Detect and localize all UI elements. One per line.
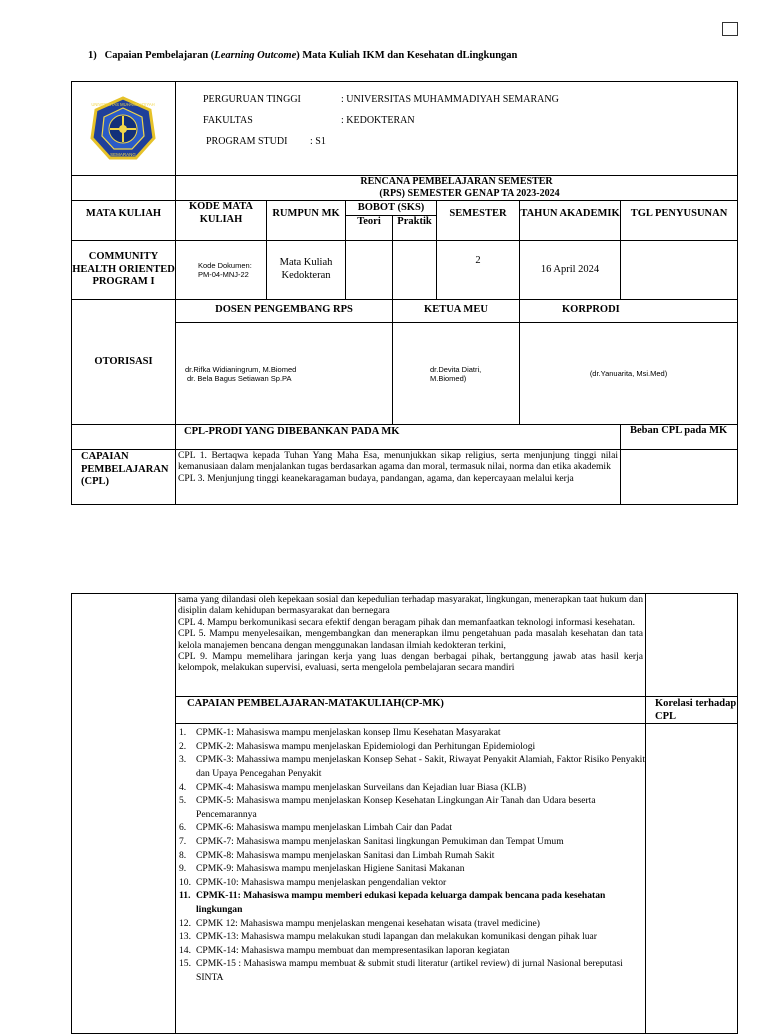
cpmk-item: 4. CPMK-4: Mahasiswa mampu menjelaskan Surveilans dan Kejadian luar Biasa (KLB) <box>179 781 527 793</box>
info-row-prodi: PROGRAM STUDI : S1 <box>206 136 326 147</box>
info-row-fakultas: FAKULTAS : KEDOKTERAN <box>203 115 415 126</box>
rps-table-page1 <box>71 81 738 505</box>
cpmk-list <box>176 726 645 984</box>
course-semester: 2 <box>437 241 520 300</box>
info-row-pt: PERGURUAN TINGGI : UNIVERSITAS MUHAMMADIYAH SEMARANG <box>203 94 559 105</box>
col-bobot: BOBOT (SKS) <box>346 201 437 216</box>
cpmk-item: 9. CPMK-9: Mahasiswa mampu menjelaskan Higiene Sanitasi Makanan <box>179 863 465 875</box>
cpmk-item: 6. CPMK-6: Mahasiswa mampu menjelaskan Limbah Cair dan Padat <box>179 822 453 834</box>
course-teori <box>346 241 393 300</box>
ketua-header: KETUA MEU <box>393 300 520 323</box>
course-kode: Kode Dokumen: PM-04-MNJ-22 <box>176 241 267 300</box>
institution-info <box>176 82 738 176</box>
cpl-text-page2: sama yang dilandasi oleh kepekaan sosial dan kepedulian terhadap masyarakat, lingkungan, menerapkan taat hukum dan disiplin dalam kehidupan bermasyarakat dan bernegara CPL 4. Mampu berkomunikasi secara efektif dengan beragam pihak dan memanfaatkan teknologi informasi kesehatan. CPL 5. Mampu menyelesaikan, mengembangkan dan menerapkan ilmu pengetahuan pada masalah kesehatan dan tata kelola manajemen bencana dengan menggunakan landasan ilmiah kedokteran terkini, CPL 9. Mampu memelihara jaringan kerja yang luas dengan berbagai pihak, bertanggung jawab atas hasil kerja kelompok, melakukan supervisi, evaluasi, serta mengelola pembelajaran secara mandiri <box>176 594 646 697</box>
cpl-label-continued <box>72 594 176 1034</box>
cpl-text-page1: CPL 1. Bertaqwa kepada Tuhan Yang Maha Esa, menunjukkan sikap religius, serta menjunjung tinggi nilai kemanusiaan dalam menjalankan tugas berdasarkan agama dan moral, termasuk nilai, norma dan etika akademik CPL 3. Menjunjung tinggi keanekaragaman budaya, pandangan, agama, dan kepercayaan melalui kerja <box>176 450 621 505</box>
korelasi-header: Korelasi terhadap CPL <box>646 697 738 724</box>
course-tgl <box>621 241 738 300</box>
cpmk-item: 8. CPMK-8: Mahasiswa mampu menjelaskan Sanitasi dan Limbah Rumah Sakit <box>179 849 495 861</box>
course-name: COMMUNITY HEALTH ORIENTED PROGRAM I <box>72 241 176 300</box>
korelasi-cell <box>646 724 738 1034</box>
cpmk-header: CAPAIAN PEMBELAJARAN-MATAKULIAH(CP-MK) <box>176 697 646 724</box>
empty-cell <box>72 176 176 201</box>
section-heading: 1) Capaian Pembelajaran (Learning Outcome) Mata Kuliah IKM dan Kesehatan dLingkungan <box>88 50 518 61</box>
course-tahun: 16 April 2024 <box>520 241 621 300</box>
col-praktik: Praktik <box>393 216 437 241</box>
dosen-header: DOSEN PENGEMBANG RPS <box>176 300 393 323</box>
beban-cpl-cell-continued <box>646 594 738 697</box>
ketua-name: dr.Devita Diatri, M.Biomed) <box>393 323 520 425</box>
cpmk-list-cell <box>176 724 646 1034</box>
col-tahun: TAHUN AKADEMIK <box>520 201 621 241</box>
checkbox-icon <box>722 22 738 36</box>
cpmk-item-highlighted: 11. CPMK-11: Mahasiswa mampu memberi edukasi kepada keluarga dampak bencana pada kesehatan lingkungan <box>179 890 606 915</box>
course-praktik <box>393 241 437 300</box>
cpmk-item: 3. CPMK-3: Mahassiwa mampu menjelaskan Konsep Sehat - Sakit, Riwayat Penyakit Alamiah, Faktor Risiko Penyakit dan Upaya Pencegahan Penyakit <box>179 754 645 779</box>
rps-title: RENCANA PEMBELAJARAN SEMESTER (RPS) SEMESTER GENAP TA 2023-2024 <box>176 176 738 201</box>
empty-cell <box>72 425 176 450</box>
cpmk-item: 13. CPMK-13: Mahasiswa mampu melakukan studi lapangan dan melakukan komunikasi dengan pihak luar <box>179 931 597 943</box>
cpl-label: CAPAIAN PEMBELAJARAN (CPL) <box>72 450 176 505</box>
cpl-header: CPL-PRODI YANG DIBEBANKAN PADA MK <box>176 425 621 450</box>
korprodi-name: (dr.Yanuarita, Msi.Med) <box>520 323 738 425</box>
beban-cpl-cell <box>621 450 738 505</box>
otorisasi-label: OTORISASI <box>72 300 176 425</box>
cpmk-item: 5. CPMK-5: Mahasiswa mampu menjelaskan Konsep Kesehatan Lingkungan Air Tanah dan Udara beserta Pencemarannya <box>179 795 596 820</box>
col-semester: SEMESTER <box>437 201 520 241</box>
cpmk-item: 10. CPMK-10: Mahasiswa mampu menjelaskan pengendalian vektor <box>179 876 447 888</box>
cpmk-item: 7. CPMK-7: Mahasiswa mampu menjelaskan Sanitasi lingkungan Pemukiman dan Tempat Umum <box>179 835 564 847</box>
beban-cpl-header: Beban CPL pada MK <box>621 425 738 450</box>
col-teori: Teori <box>346 216 393 241</box>
dosen-names: dr.Rifka Widianingrum, M.Biomed dr. Bela Bagus Setiawan Sp.PA <box>176 323 393 425</box>
cpmk-item: 15. CPMK-15 : Mahasiswa mampu membuat & submit studi literatur (artikel review) di jurnal Nasional bereputasi SINTA <box>179 958 623 983</box>
col-mata-kuliah: MATA KULIAH <box>72 201 176 241</box>
rps-table-page2 <box>71 593 738 1034</box>
university-logo-icon <box>90 96 156 162</box>
cpmk-item: 12. CPMK 12: Mahasiswa mampu menjelaskan mengenai kesehatan wisata (travel medicine) <box>179 917 540 929</box>
cpmk-item: 14. CPMK-14: Mahasiswa mampu membuat dan mempresentasikan laporan kegiatan <box>179 944 510 956</box>
col-tgl: TGL PENYUSUNAN <box>621 201 738 241</box>
logo-cell <box>72 82 176 176</box>
cpmk-item: 2. CPMK-2: Mahasiswa mampu menjelaskan Epidemiologi dan Perhitungan Epidemiologi <box>179 740 536 752</box>
korprodi-header: KORPRODI <box>520 300 738 323</box>
col-rumpun: RUMPUN MK <box>267 201 346 241</box>
svg-text:SEMARANG: SEMARANG <box>110 152 136 157</box>
svg-text:UNIVERSITAS MUHAMMADIYAH: UNIVERSITAS MUHAMMADIYAH <box>91 102 155 107</box>
course-rumpun: Mata Kuliah Kedokteran <box>267 241 346 300</box>
cpmk-item: 1. CPMK-1: Mahasiswa mampu menjelaskan konsep Ilmu Kesehatan Masyarakat <box>179 727 501 739</box>
col-kode: KODE MATA KULIAH <box>176 201 267 241</box>
